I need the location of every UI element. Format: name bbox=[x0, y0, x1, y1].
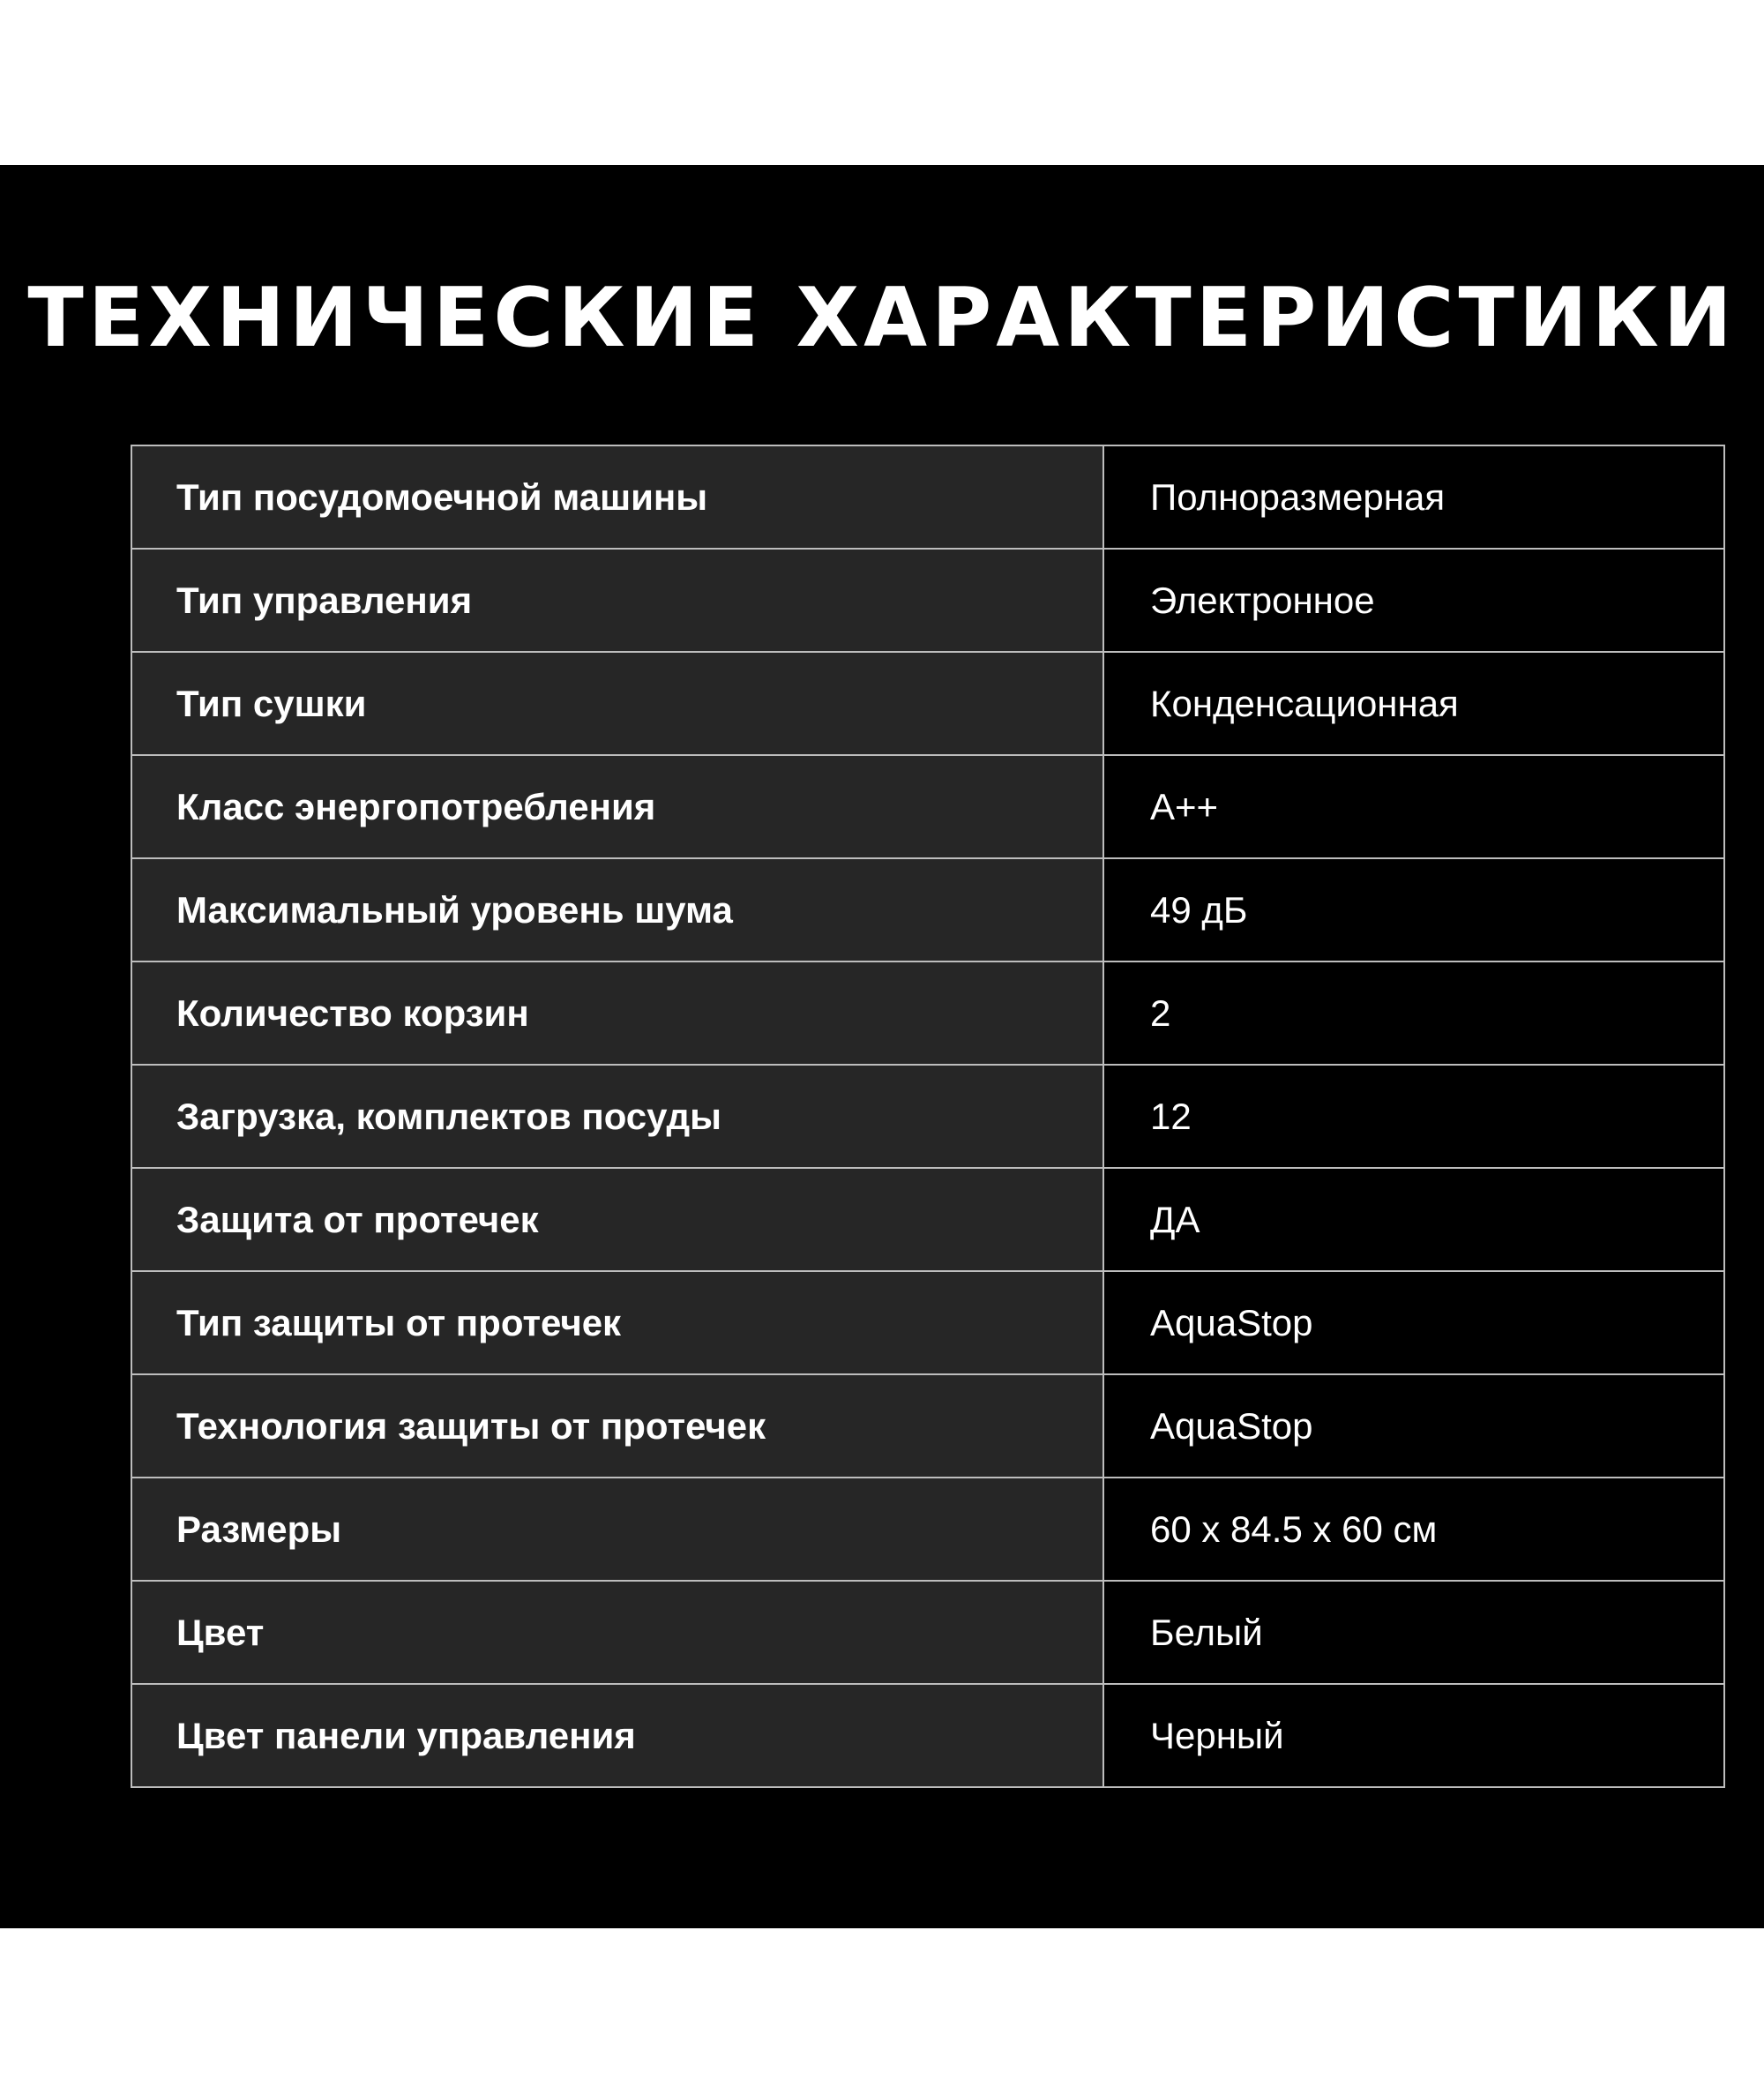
page-title: ТЕХНИЧЕСКИЕ ХАРАКТЕРИСТИКИ bbox=[27, 270, 1737, 365]
spec-name: Тип посудомоечной машины bbox=[131, 445, 1103, 549]
spec-value: 12 bbox=[1103, 1065, 1724, 1168]
table-row bbox=[131, 445, 1724, 549]
table-row bbox=[131, 1581, 1724, 1684]
table-row bbox=[131, 1374, 1724, 1478]
spec-name: Тип сушки bbox=[131, 652, 1103, 755]
spec-value: Белый bbox=[1103, 1581, 1724, 1684]
spec-name: Цвет bbox=[131, 1581, 1103, 1684]
spec-name: Цвет панели управления bbox=[131, 1684, 1103, 1787]
spec-value: ДА bbox=[1103, 1168, 1724, 1271]
spec-name: Тип защиты от протечек bbox=[131, 1271, 1103, 1374]
specs-table bbox=[131, 445, 1725, 1788]
table-row bbox=[131, 755, 1724, 858]
spec-name: Технология защиты от протечек bbox=[131, 1374, 1103, 1478]
table-row bbox=[131, 1271, 1724, 1374]
spec-value: 49 дБ bbox=[1103, 858, 1724, 961]
spec-value: А++ bbox=[1103, 755, 1724, 858]
table-row bbox=[131, 1478, 1724, 1581]
spec-value: Электронное bbox=[1103, 549, 1724, 652]
table-row bbox=[131, 549, 1724, 652]
spec-name: Количество корзин bbox=[131, 961, 1103, 1065]
spec-value: Полноразмерная bbox=[1103, 445, 1724, 549]
spec-name: Тип управления bbox=[131, 549, 1103, 652]
table-row bbox=[131, 1065, 1724, 1168]
spec-value: 60 x 84.5 x 60 см bbox=[1103, 1478, 1724, 1581]
table-row bbox=[131, 1168, 1724, 1271]
spec-name: Защита от протечек bbox=[131, 1168, 1103, 1271]
table-row bbox=[131, 1684, 1724, 1787]
table-row bbox=[131, 961, 1724, 1065]
spec-value: 2 bbox=[1103, 961, 1724, 1065]
spec-name: Максимальный уровень шума bbox=[131, 858, 1103, 961]
spec-value: AquaStop bbox=[1103, 1374, 1724, 1478]
spec-value: Черный bbox=[1103, 1684, 1724, 1787]
spec-value: AquaStop bbox=[1103, 1271, 1724, 1374]
spec-name: Класс энергопотребления bbox=[131, 755, 1103, 858]
spec-name: Размеры bbox=[131, 1478, 1103, 1581]
spec-value: Конденсационная bbox=[1103, 652, 1724, 755]
spec-name: Загрузка, комплектов посуды bbox=[131, 1065, 1103, 1168]
table-row bbox=[131, 858, 1724, 961]
table-row bbox=[131, 652, 1724, 755]
